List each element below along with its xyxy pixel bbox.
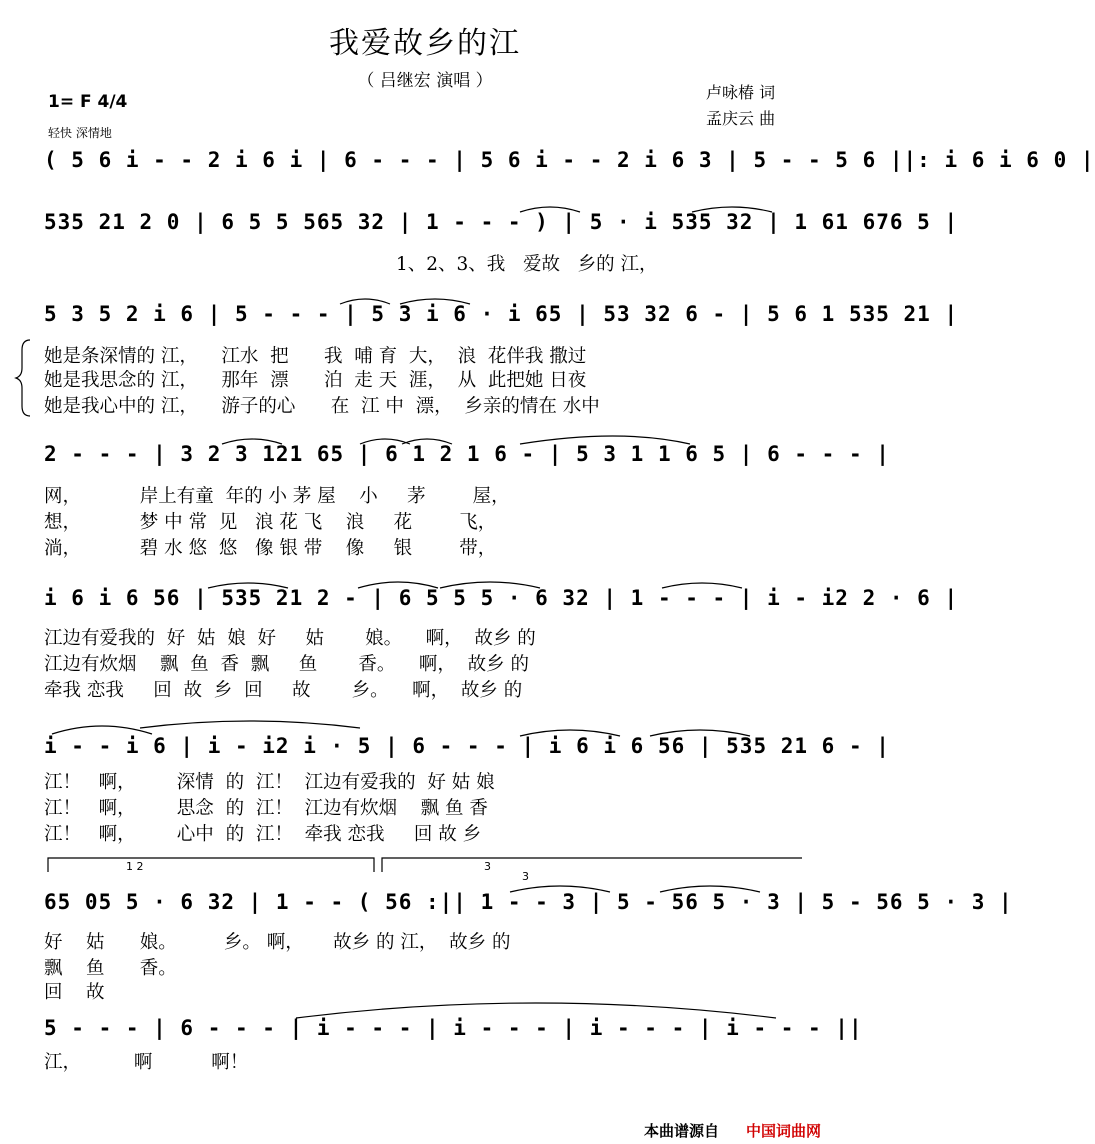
lyric-row-5-verse-1: 江边有爱我的 好 姑 娘 好 姑 娘。 啊， 故乡 的	[44, 628, 536, 649]
lyric-row-8-verse-1: 江， 啊 啊！	[44, 1052, 249, 1073]
singer-line: （ 吕继宏 演唱 ）	[357, 71, 493, 91]
composer-credit: 孟庆云 曲	[706, 109, 776, 128]
lyric-row-4-verse-3: 淌， 碧 水 悠 悠 像 银 带 像 银 带，	[44, 538, 497, 559]
notation-row-5: i 6 i 6 56 | 535 21 2 - | 6 5 5 5 · 6 32 | 1 - - - | i - i2 2 · 6 |	[44, 586, 959, 610]
source-label: 本曲谱源自	[644, 1122, 720, 1140]
lyric-row-6-verse-2: 江！ 啊， 思念 的 江！ 江边有炊烟 飘 鱼 香	[44, 798, 488, 819]
triplet-number: 3	[522, 870, 529, 883]
lyricist-credit: 卢咏椿 词	[706, 83, 776, 102]
second-ending-number: 3	[484, 860, 491, 873]
lyric-row-4-verse-1: 网， 岸上有童 年的 小 茅 屋 小 茅 屋，	[44, 486, 510, 507]
key-signature: 1= F 4/4	[48, 92, 128, 112]
notation-row-8: 5 - - - | 6 - - - | i - - - | i - - - | i - - - | i - - - ||	[44, 1016, 863, 1040]
notation-row-6: i - - i 6 | i - i2 i · 5 | 6 - - - | i 6 i 6 56 | 535 21 6 - |	[44, 734, 890, 758]
tempo-marking: 轻快 深情地	[48, 126, 112, 140]
notation-row-7: 65 05 5 · 6 32 | 1 - - ( 56 :|| 1 - - 3 | 5 - 56 5 · 3 | 5 - 56 5 · 3 |	[44, 890, 1013, 914]
lyric-row-3-verse-2: 她是我思念的 江， 那年 漂 泊 走 天 涯， 从 此把她 日夜	[44, 370, 587, 391]
lyric-row-2-verse-1: 1、2、3、我 爱故 乡的 江，	[396, 254, 658, 275]
lyric-row-6-verse-1: 江！ 啊， 深情 的 江！ 江边有爱我的 好 姑 娘	[44, 772, 495, 793]
notation-row-2: 535 21 2 0 | 6 5 5 565 32 | 1 - - - ) | 5 · i 535 32 | 1 61 676 5 |	[44, 210, 959, 234]
lyric-row-6-verse-3: 江！ 啊， 心中 的 江！ 牵我 恋我 回 故 乡	[44, 824, 482, 845]
lyric-row-5-verse-3: 牵我 恋我 回 故 乡 回 故 乡。 啊， 故乡 的	[44, 680, 523, 701]
first-ending-number: 1 2	[126, 860, 144, 873]
notation-row-1: ( 5 6 i - - 2 i 6 i | 6 - - - | 5 6 i - - 2 i 6 3 | 5 - - 5 6 ||: i 6 i 6 0 |	[44, 148, 1095, 172]
lyric-row-4-verse-2: 想， 梦 中 常 见 浪 花 飞 浪 花 飞，	[44, 512, 497, 533]
notation-row-3: 5 3 5 2 i 6 | 5 - - - | 5 3 i 6 · i 65 | 53 32 6 - | 5 6 1 535 21 |	[44, 302, 959, 326]
lyric-row-3-verse-3: 她是我心中的 江， 游子的心 在 江 中 漂， 乡亲的情在 水中	[44, 396, 600, 417]
lyric-row-7-verse-3: 回 故	[44, 982, 105, 1003]
lyric-row-7-verse-1: 好 姑 娘。 乡。 啊， 故乡 的 江， 故乡 的	[44, 932, 511, 953]
lyric-row-3-verse-1: 她是条深情的 江， 江水 把 我 哺 育 大， 浪 花伴我 撒过	[44, 346, 587, 367]
notation-row-4: 2 - - - | 3 2 3 121 65 | 6 1 2 1 6 - | 5 3 1 1 6 5 | 6 - - - |	[44, 442, 890, 466]
lyric-row-7-verse-2: 飘 鱼 香。	[44, 958, 177, 979]
lyric-row-5-verse-2: 江边有炊烟 飘 鱼 香 飘 鱼 香。 啊， 故乡 的	[44, 654, 530, 675]
score-title: 我爱故乡的江	[329, 26, 521, 61]
source-site-link[interactable]: 中国词曲网	[746, 1122, 822, 1140]
